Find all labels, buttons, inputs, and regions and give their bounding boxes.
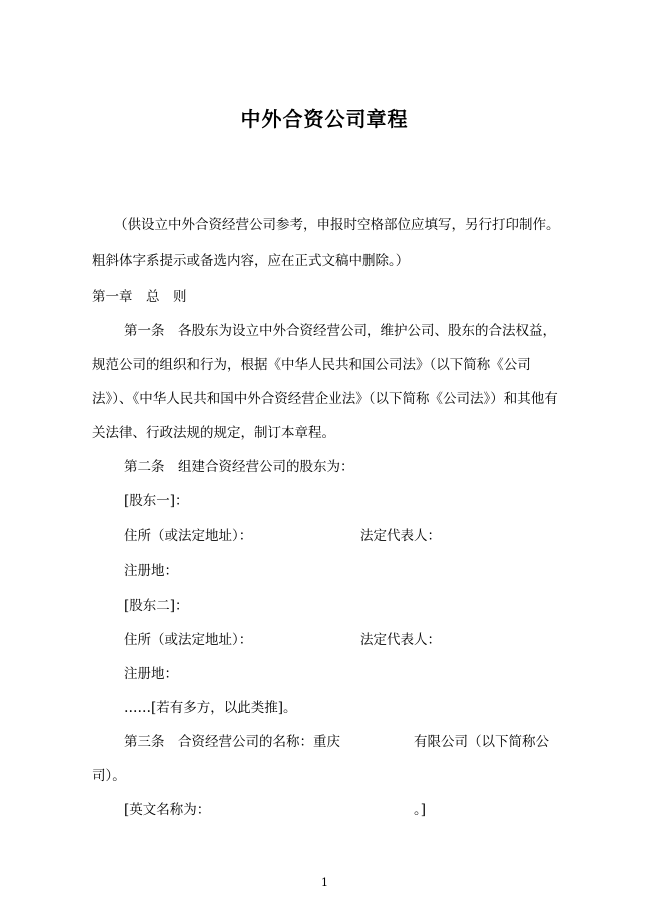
shareholder-2-legal-rep: 法定代表人： bbox=[360, 632, 441, 648]
chapter-heading: 第一章 总 则 bbox=[92, 289, 187, 305]
shareholder-1-legal-rep: 法定代表人： bbox=[360, 528, 441, 544]
article-1-line-2: 规范公司的组织和行为，根据《中华人民共和国公司法》（以下简称《公司 bbox=[92, 357, 531, 373]
page-number: 1 bbox=[321, 876, 328, 889]
shareholder-1-registered: 注册地： bbox=[124, 563, 178, 579]
preamble-line-1: （供设立中外合资经营公司参考，申报时空格部位应填写，另行打印制作。 bbox=[114, 217, 560, 233]
english-name-label: [英文名称为： bbox=[124, 802, 211, 818]
article-2-line-1: 第二条 组建合资经营公司的股东为： bbox=[124, 459, 354, 475]
article-3-line-1-part-1: 第三条 合资经营公司的名称：重庆 bbox=[124, 734, 340, 750]
preamble-line-2: 粗斜体字系提示或备选内容，应在正式文稿中删除。） bbox=[92, 253, 410, 269]
article-3-line-2: 司）。 bbox=[92, 768, 126, 784]
document-title: 中外合资公司章程 bbox=[240, 107, 409, 131]
article-3-line-1-part-2: 有限公司（以下简称公 bbox=[414, 734, 549, 750]
shareholder-2-address: 住所（或法定地址）： bbox=[124, 632, 253, 648]
shareholder-2-label: [股东二]： bbox=[124, 598, 189, 614]
article-1-line-1: 第一条 各股东为设立中外合资经营公司，维护公司、股东的合法权益， bbox=[124, 323, 556, 339]
more-shareholders-note: ……[若有多方，以此类推]。 bbox=[124, 700, 297, 716]
shareholder-2-registered: 注册地： bbox=[124, 666, 178, 682]
shareholder-1-address: 住所（或法定地址）： bbox=[124, 528, 253, 544]
shareholder-1-label: [股东一]： bbox=[124, 493, 189, 509]
english-name-end: 。] bbox=[414, 802, 427, 818]
article-1-line-4: 关法律、行政法规的规定，制订本章程。 bbox=[92, 425, 335, 441]
article-1-line-3: 法》）、《中华人民共和国中外合资经营企业法》（以下简称《公司法》）和其他有 bbox=[92, 391, 558, 407]
